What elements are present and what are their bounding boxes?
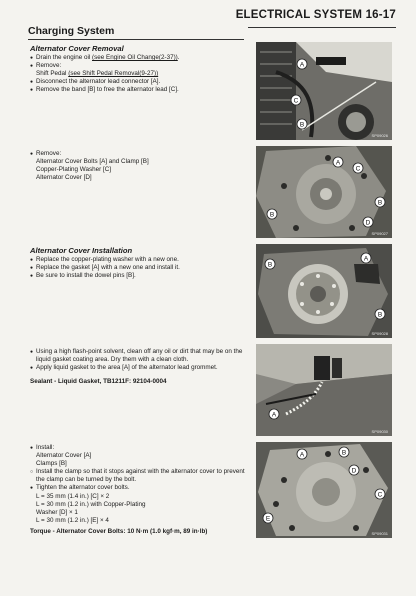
removal-item: Copper-Plating Washer [C] — [36, 166, 112, 174]
step-replace-washer: ● Replace the copper-plating washer with a new one. — [30, 256, 252, 264]
bolt-spec: L = 30 mm (1.2 in.) with Copper-Plating — [36, 500, 146, 508]
photo-label: A — [299, 61, 305, 69]
step-remove-band: ● Remove the band [B] to free the alternator lead [C]. — [30, 86, 252, 94]
step-drain-oil: ● Drain the engine oil (see Engine Oil Change(2-37)). — [30, 54, 252, 62]
shift-pedal-link[interactable]: (see Shift Pedal Removal(9-27)) — [68, 70, 159, 78]
section-title: Charging System — [28, 25, 244, 40]
step-apply-gasket: ● Apply liquid gasket to the area [A] of the alternator lead grommet. — [30, 364, 252, 372]
photo-code: SP09026 — [371, 133, 388, 138]
photo-grommet — [256, 344, 392, 436]
installation-block-3 — [30, 444, 252, 536]
photo-label: B — [377, 311, 383, 319]
step-install: ● Install: — [30, 444, 252, 452]
photo-label: B — [377, 199, 383, 207]
header-rule — [248, 27, 396, 28]
photo-code: SP09031 — [371, 531, 388, 536]
install-item: Alternator Cover [A] — [36, 452, 92, 460]
install-item: Clamps [B] — [36, 460, 67, 468]
photo-cover-installed — [256, 442, 392, 538]
bolt-spec: L = 35 mm (1.4 in.) [C] × 2 — [36, 492, 110, 500]
removal-block-1 — [30, 44, 252, 94]
installation-block-1 — [30, 246, 252, 280]
photo-label: D — [365, 219, 371, 227]
install-note: ○ Install the clamp so that it stops against with the alternator cover to prevent the clamp can be turned by the bolt. — [30, 468, 252, 484]
photo-label: B — [267, 261, 273, 269]
photo-label: B — [299, 121, 305, 129]
photo-code: SP09030 — [371, 429, 388, 434]
page-header-title: ELECTRICAL SYSTEM 16-17 — [235, 9, 396, 21]
photo-label: B — [341, 449, 347, 457]
photo-alternator-lead — [256, 42, 392, 140]
photo-label: A — [363, 255, 369, 263]
removal-item: Alternator Cover [D] — [36, 174, 92, 182]
photo-cover-bolts — [256, 146, 392, 238]
photo-code: SP09028 — [371, 331, 388, 336]
step-remove-cover: ● Remove: — [30, 150, 252, 158]
photo-label: E — [265, 515, 271, 523]
bolt-spec: Washer [D] × 1 — [36, 508, 78, 516]
photo-label: A — [299, 451, 305, 459]
photo-label: B — [269, 211, 275, 219]
removal-block-2 — [30, 150, 252, 182]
removal-heading: Alternator Cover Removal — [30, 44, 124, 53]
step-remove: ● Remove: — [30, 62, 252, 70]
sealant-spec: Sealant - Liquid Gasket, TB1211F: 92104-0004 — [30, 378, 167, 386]
photo-label: A — [271, 411, 277, 419]
installation-block-2 — [30, 348, 252, 386]
step-disconnect: ● Disconnect the alternator lead connector [A]. — [30, 78, 252, 86]
step-replace-gasket: ● Replace the gasket [A] with a new one and install it. — [30, 264, 252, 272]
step-dowel-pins: ● Be sure to install the dowel pins [B]. — [30, 272, 252, 280]
torque-spec: Torque - Alternator Cover Bolts: 10 N·m (1.0 kgf·m, 89 in·lb) — [30, 527, 208, 535]
photo-label: D — [351, 467, 357, 475]
step-clean: ● Using a high flash-point solvent, clean off any oil or dirt that may be on the liquid gasket coating area. Dry them with a clean cloth. — [30, 348, 252, 364]
photo-gasket — [256, 244, 392, 338]
photo-label: C — [355, 165, 361, 173]
installation-heading: Alternator Cover Installation — [30, 246, 133, 255]
bolt-spec: L = 30 mm (1.2 in.) [E] × 4 — [36, 516, 109, 524]
photo-label: C — [293, 97, 299, 105]
shift-pedal-line: Shift Pedal (see Shift Pedal Removal(9-27)) — [36, 70, 159, 78]
photo-code: SP09027 — [371, 231, 388, 236]
removal-item: Alternator Cover Bolts [A] and Clamp [B] — [36, 158, 149, 166]
photo-label: C — [377, 491, 383, 499]
step-tighten: ● Tighten the alternator cover bolts. — [30, 484, 252, 492]
photo-label: A — [335, 159, 341, 167]
engine-oil-link[interactable]: (see Engine Oil Change(2-37)) — [92, 54, 178, 61]
